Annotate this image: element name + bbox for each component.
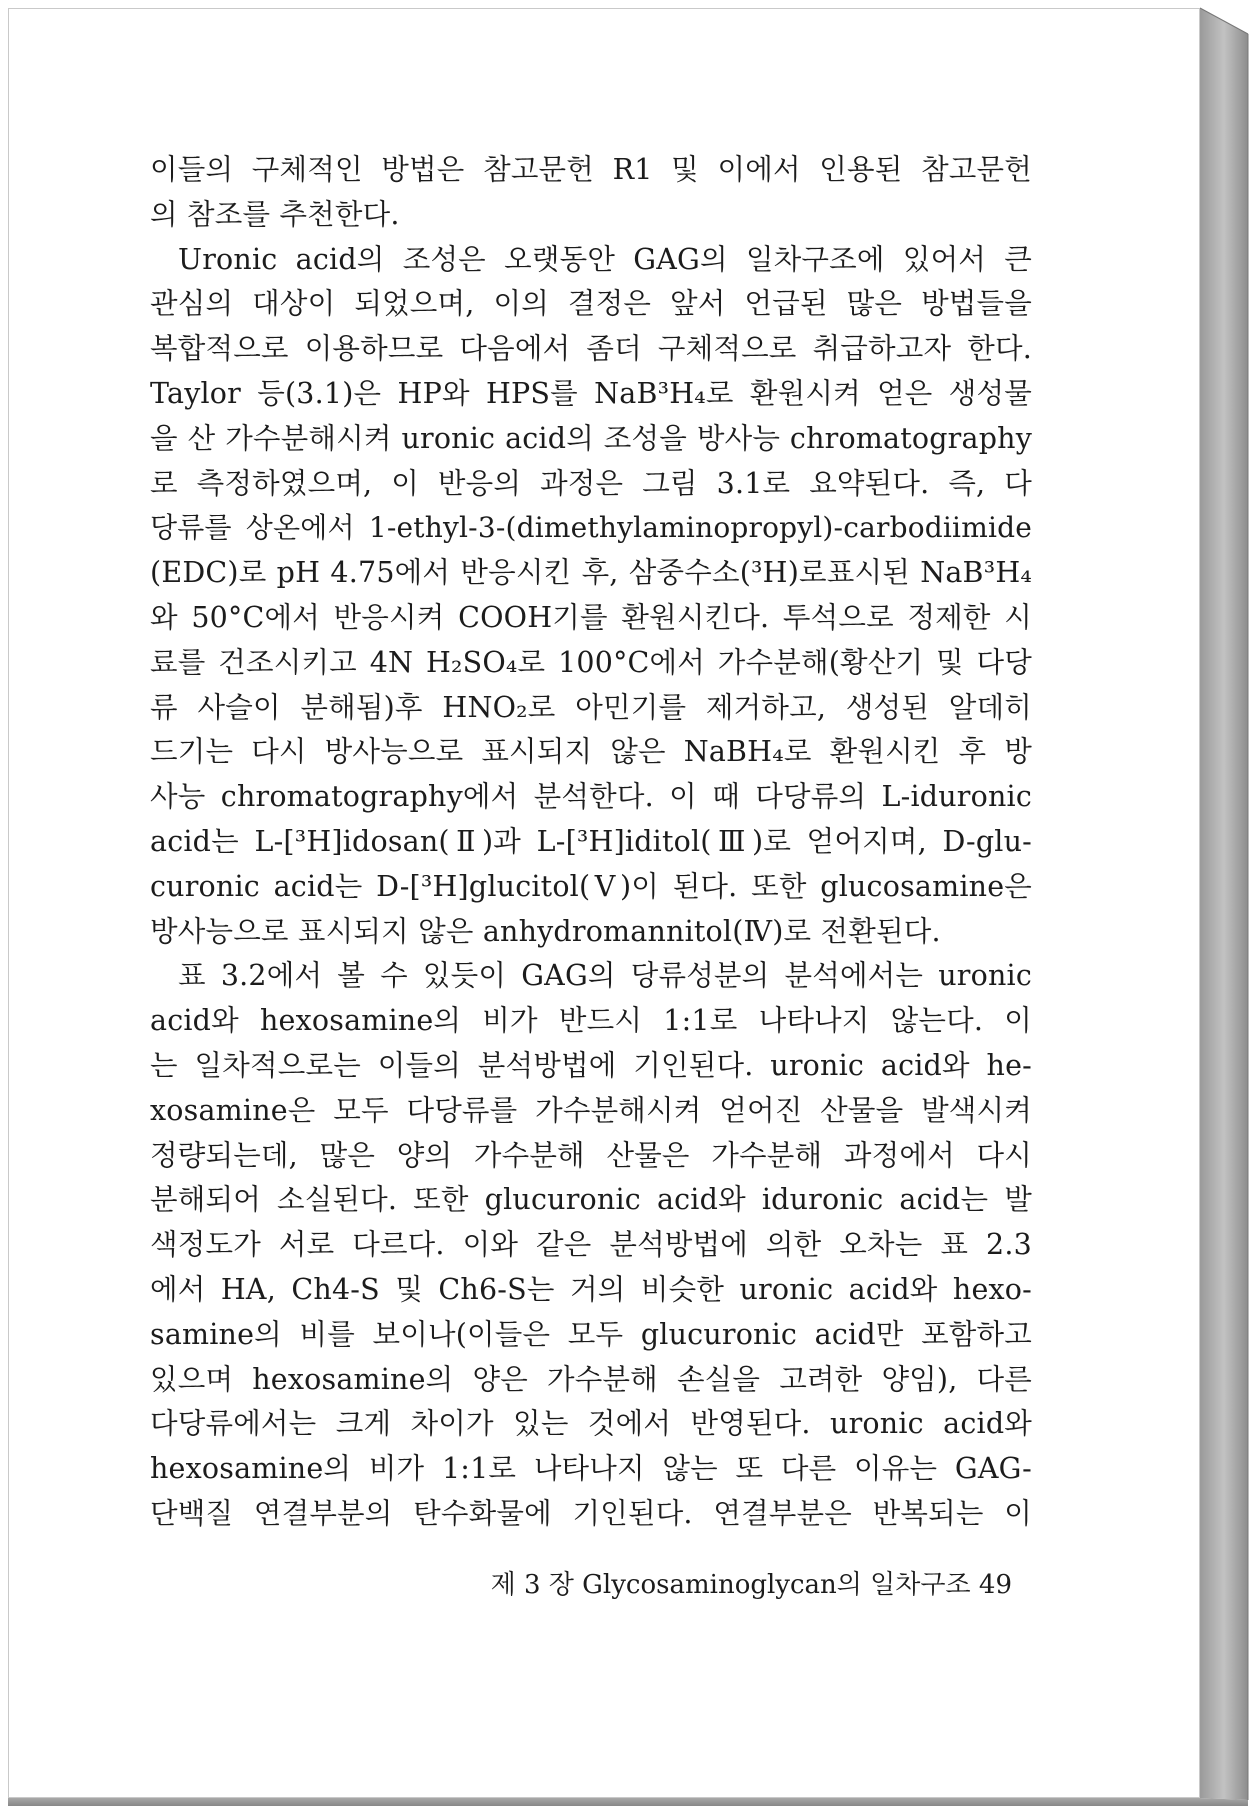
text-line: 료를 건조시키고 4N H₂SO₄로 100°C에서 가수분해(황산기 및 다당: [150, 645, 1032, 679]
text-line: 는 일차적으로는 이들의 분석방법에 기인된다. uronic acid와 he-: [150, 1048, 1032, 1082]
text-line: 다당류에서는 크게 차이가 있는 것에서 반영된다. uronic acid와: [150, 1407, 1032, 1441]
text-line: 있으며 hexosamine의 양은 가수분해 손실을 고려한 양임), 다른: [150, 1362, 1032, 1396]
text-line: (EDC)로 pH 4.75에서 반응시킨 후, 삼중수소(³H)로표시된 NaB³H₄: [150, 556, 1032, 590]
text-line: curonic acid는 D-[³H]glucitol(Ⅴ)이 된다. 또한 glucosamine은: [150, 869, 1032, 903]
page-footer: 제 3 장 Glycosaminoglycan의 일차구조 49: [490, 1570, 1012, 1600]
text-line: 표 3.2에서 볼 수 있듯이 GAG의 당류성분의 분석에서는 uronic: [178, 959, 1032, 993]
text-line: xosamine은 모두 다당류를 가수분해시켜 얻어진 산물을 발색시켜: [150, 1093, 1032, 1127]
text-line: 드기는 다시 방사능으로 표시되지 않은 NaBH₄로 환원시킨 후 방: [150, 735, 1032, 769]
text-line: 로 측정하였으며, 이 반응의 과정은 그림 3.1로 요약된다. 즉, 다: [150, 466, 1032, 500]
text-line: acid와 hexosamine의 비가 반드시 1:1로 나타나지 않는다. 이: [150, 1004, 1032, 1038]
body-text: [150, 148, 1032, 1537]
text-line: 분해되어 소실된다. 또한 glucuronic acid와 iduronic acid는 발: [150, 1183, 1032, 1217]
text-line: 와 50°C에서 반응시켜 COOH기를 환원시킨다. 투석으로 정제한 시: [150, 600, 1032, 634]
text-line: 의 참조를 추천한다.: [150, 197, 400, 231]
text-line: Uronic acid의 조성은 오랫동안 GAG의 일차구조에 있어서 큰: [178, 242, 1032, 276]
text-line: hexosamine의 비가 1:1로 나타나지 않는 또 다른 이유는 GAG-: [150, 1452, 1032, 1486]
text-line: Taylor 등(3.1)은 HP와 HPS를 NaB³H₄로 환원시켜 얻은 생성물: [150, 376, 1032, 410]
text-line: 에서 HA, Ch4-S 및 Ch6-S는 거의 비슷한 uronic acid와 hexo-: [150, 1272, 1032, 1306]
text-line: 단백질 연결부분의 탄수화물에 기인된다. 연결부분은 반복되는 이: [150, 1496, 1032, 1530]
text-line: 이들의 구체적인 방법은 참고문헌 R1 및 이에서 인용된 참고문헌: [150, 153, 1032, 186]
text-line: 방사능으로 표시되지 않은 anhydromannitol(Ⅳ)로 전환된다.: [150, 914, 941, 948]
text-line: samine의 비를 보이나(이들은 모두 glucuronic acid만 포함하고: [150, 1317, 1032, 1351]
text-line: 관심의 대상이 되었으며, 이의 결정은 앞서 언급된 많은 방법들을: [150, 287, 1032, 321]
text-line: 정량되는데, 많은 양의 가수분해 산물은 가수분해 과정에서 다시: [150, 1138, 1032, 1172]
text-line: 색정도가 서로 다르다. 이와 같은 분석방법에 의한 오차는 표 2.3: [150, 1228, 1032, 1262]
text-line: acid는 L-[³H]idosan(Ⅱ)과 L-[³H]iditol(Ⅲ)로 얻어지며, D-glu-: [150, 824, 1032, 858]
text-line: 사능 chromatography에서 분석한다. 이 때 다당류의 L-iduronic: [150, 780, 1032, 814]
text-line: 당류를 상온에서 1-ethyl-3-(dimethylaminopropyl)-carbodiimide: [150, 511, 1032, 545]
text-line: 복합적으로 이용하므로 다음에서 좀더 구체적으로 취급하고자 한다.: [150, 332, 1032, 366]
text-line: 류 사슬이 분해됨)후 HNO₂로 아민기를 제거하고, 생성된 알데히: [150, 690, 1032, 724]
text-line: 을 산 가수분해시켜 uronic acid의 조성을 방사능 chromatography: [150, 421, 1032, 455]
